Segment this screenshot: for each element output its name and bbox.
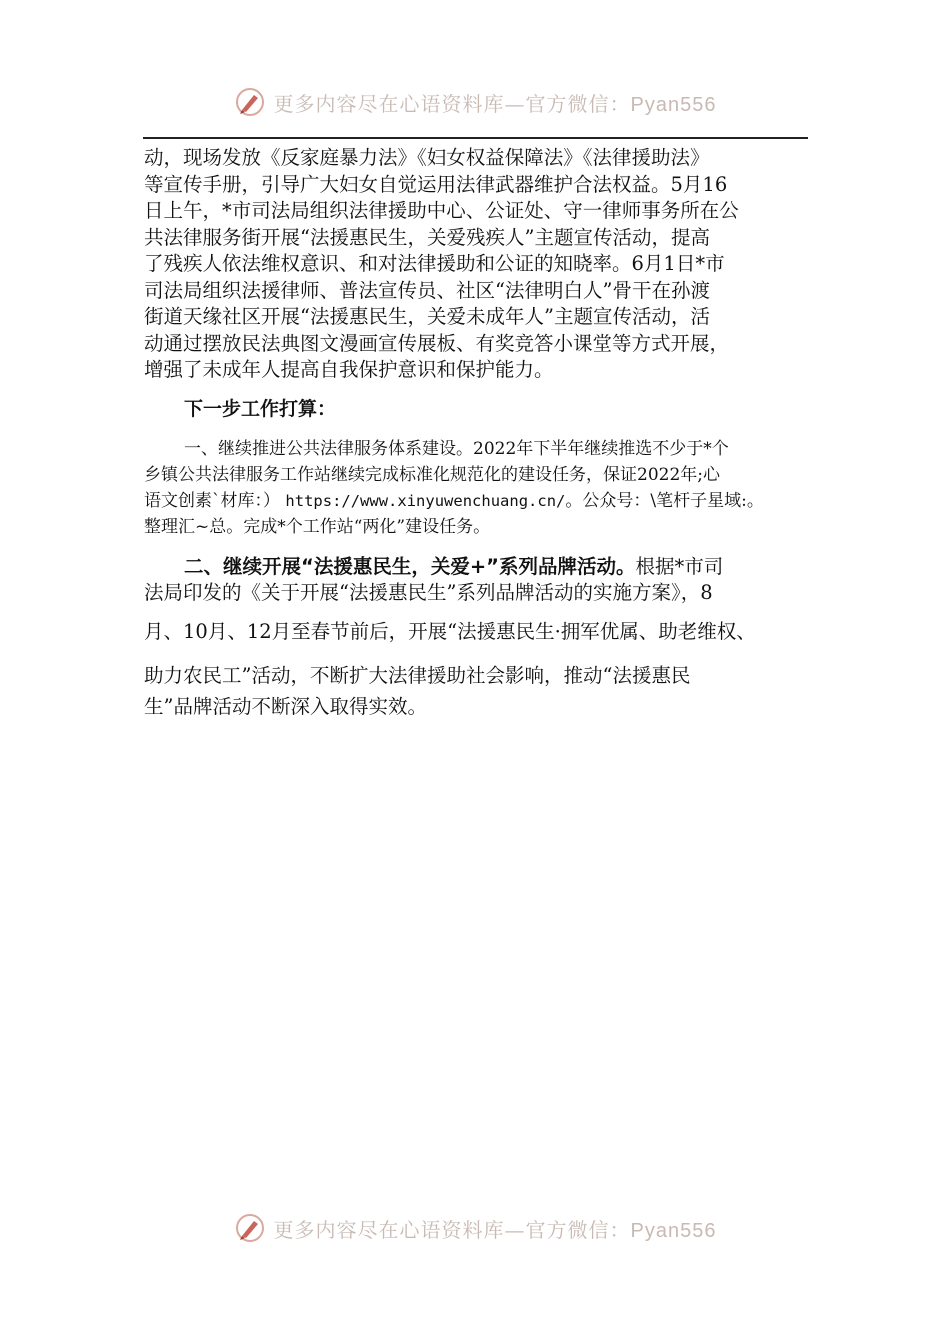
text-line: 二、继续开展“法援惠民生，关爱+”系列品牌活动。根据*市司: [184, 554, 724, 578]
document-body: [144, 145, 808, 720]
text-line: 生”品牌活动不断深入取得实效。: [144, 694, 427, 718]
text-line: 助力农民工”活动，不断扩大法律援助社会影响，推动“法援惠民: [144, 663, 691, 687]
footer-watermark: [0, 1212, 950, 1244]
text-line: 乡镇公共法律服务工作站继续完成标准化规范化的建设任务，保证2022年;心: [144, 464, 720, 485]
plan-two-title: 二、继续开展“法援惠民生，关爱+”系列品牌活动。: [184, 554, 636, 578]
watermark-text: 更多内容尽在心语资料库—官方微信：Pyan556: [273, 1217, 717, 1242]
paragraph-activities: [144, 145, 808, 384]
text-line: 共法律服务街开展“法援惠民生，关爱残疾人”主题宣传活动，提高: [144, 225, 710, 249]
text-line: 动，现场发放《反家庭暴力法》《妇女权益保障法》《法律援助法》: [144, 146, 710, 169]
text-line: 整理汇~总。完成*个工作站“两化”建设任务。: [144, 516, 491, 537]
section-heading: 下一步工作打算：: [184, 397, 337, 420]
pen-nib-logo-icon: [234, 86, 266, 118]
text-line: 语文创素`材库：） https://www.xinyuwenchuang.cn/。公众号：\笔杆子星域:。: [144, 490, 764, 511]
paragraph-plan-two: [144, 554, 808, 720]
text-line: 增强了未成年人提高自我保护意识和保护能力。: [144, 358, 554, 381]
website-url: https://www.xinyuwenchuang.cn/: [285, 491, 566, 510]
paragraph-plan-one: [144, 436, 808, 540]
watermark-text: 更多内容尽在心语资料库—官方微信：Pyan556: [273, 91, 717, 116]
text-line: 月、10月、12月至春节前后，开展“法援惠民生·拥军优属、助老维权、: [144, 619, 756, 643]
pen-nib-logo-icon: [234, 1212, 266, 1244]
text-line: 法局印发的《关于开展“法援惠民生”系列品牌活动的实施方案》，8: [144, 580, 713, 604]
text-line: 了残疾人依法维权意识、和对法律援助和公证的知晓率。6月1日*市: [144, 252, 725, 275]
text-line: 街道天缘社区开展“法援惠民生，关爱未成年人”主题宣传活动，活: [144, 305, 710, 328]
text-line: 日上午，*市司法局组织法律援助中心、公证处、守一律师事务所在公: [144, 199, 739, 222]
header-rule: [143, 137, 808, 139]
header-watermark: [0, 86, 950, 118]
text-line: 司法局组织法援律师、普法宣传员、社区“法律明白人”骨干在孙渡: [144, 278, 710, 302]
text-line: 一、继续推进公共法律服务体系建设。2022年下半年继续推选不少于*个: [184, 438, 729, 459]
text-line: 等宣传手册，引导广大妇女自觉运用法律武器维护合法权益。5月16: [144, 172, 728, 196]
text-line: 动通过摆放民法典图文漫画宣传展板、有奖竞答小课堂等方式开展，: [144, 331, 730, 355]
